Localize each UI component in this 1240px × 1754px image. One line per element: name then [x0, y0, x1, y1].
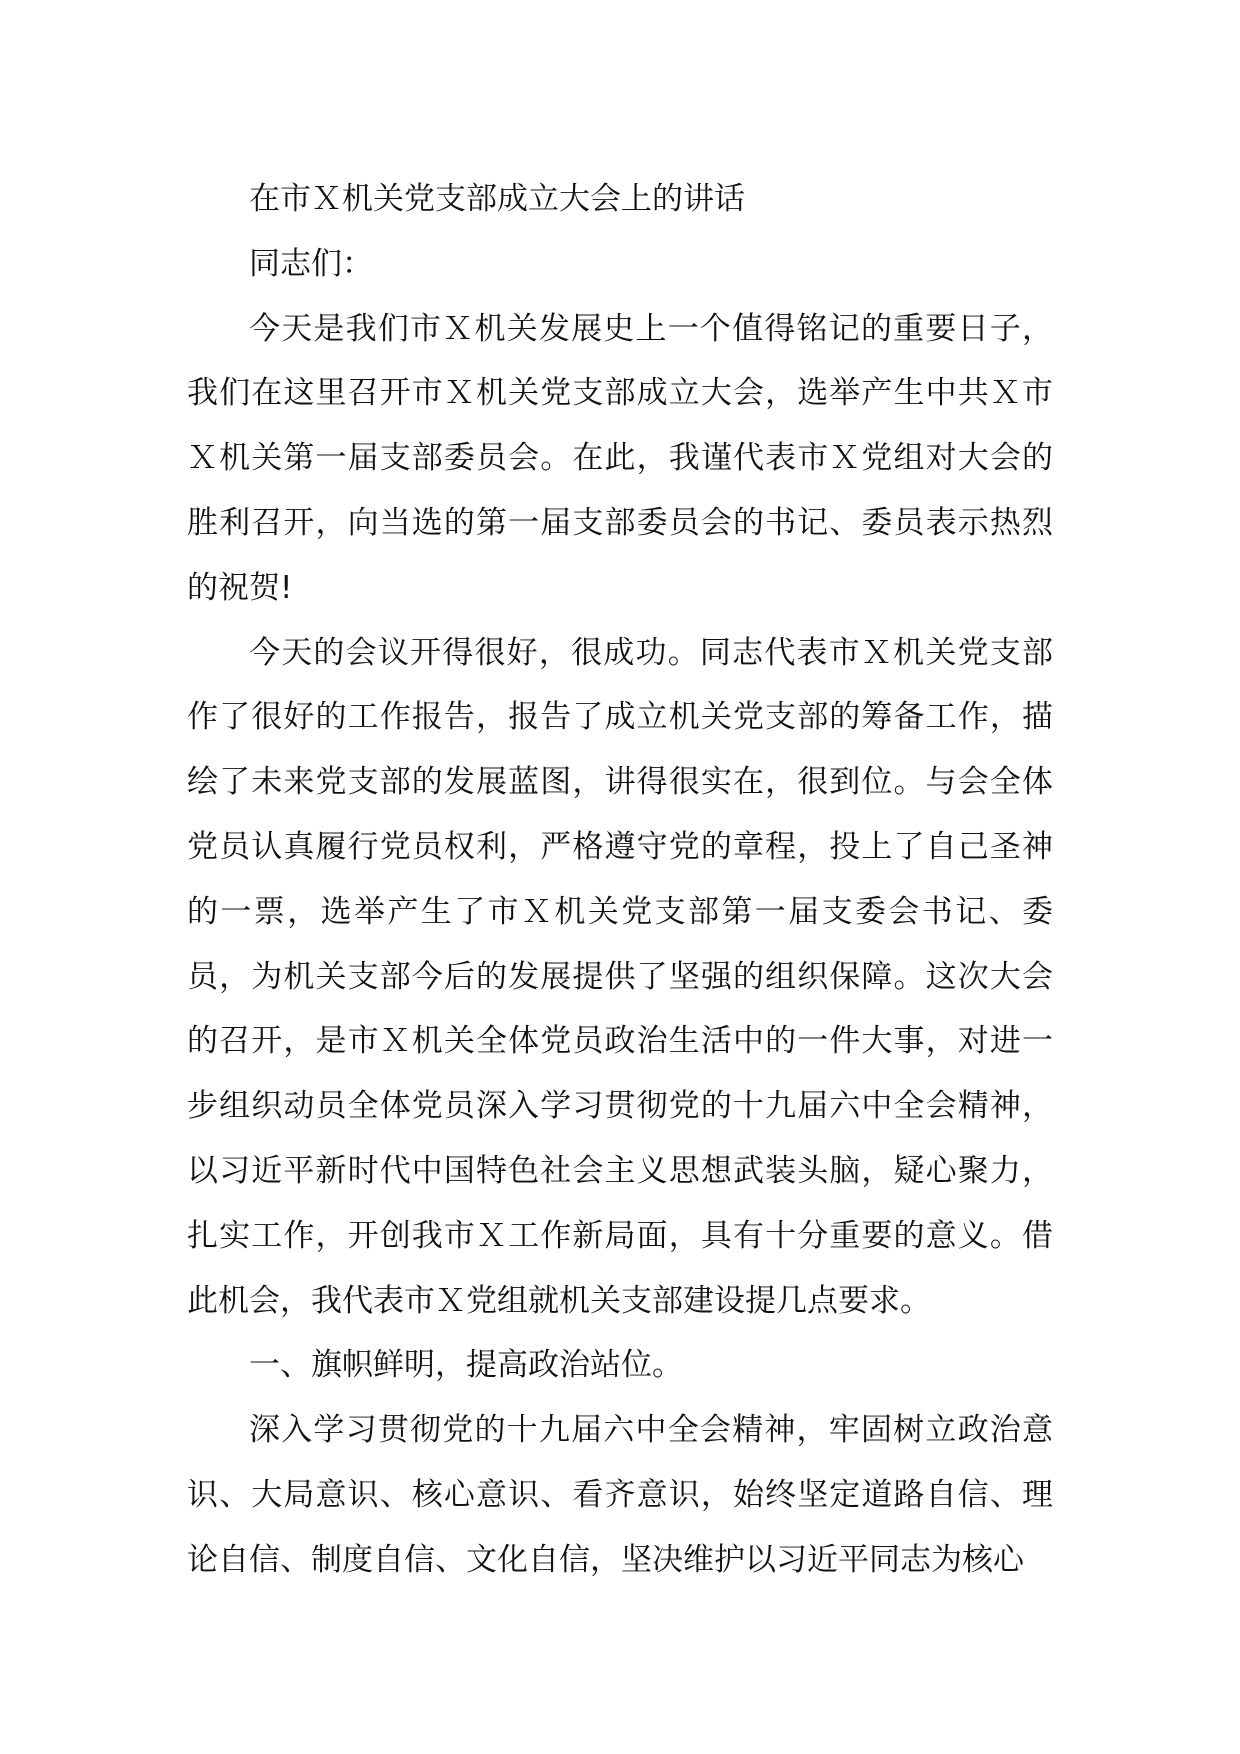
salutation: 同志们：: [249, 245, 373, 282]
section-heading: 一、旗帜鲜明，提高政治站位。: [249, 1347, 683, 1384]
document-body: [187, 167, 1053, 1593]
paragraph-section-one: 深入学习贯彻党的十九届六中全会精神，牢固树立政治意识、大局意识、核心意识、看齐意识，始终坚定道路自信、理论自信、制度自信、文化自信，坚决维护以习近平同志为核心: [187, 1412, 1053, 1578]
paragraph-opening: 今天是我们市Ｘ机关发展史上一个值得铭记的重要日子，我们在这里召开市Ｘ机关党支部成立大会，选举产生中共Ｘ市Ｘ机关第一届支部委员会。在此，我谨代表市Ｘ党组对大会的胜利召开，向当选的第一届支部委员会的书记、委员表示热烈的祝贺!: [187, 310, 1053, 606]
paragraph-meeting-review: 今天的会议开得很好，很成功。同志代表市Ｘ机关党支部作了很好的工作报告，报告了成立机关党支部的筹备工作，描绘了未来党支部的发展蓝图，讲得很实在，很到位。与会全体党员认真履行党员权利，严格遵守党的章程，投上了自己圣神的一票，选举产生了市Ｘ机关党支部第一届支委会书记、委员，为机关支部今后的发展提供了坚强的组织保障。这次大会的召开，是市Ｘ机关全体党员政治生活中的一件大事，对进一步组织动员全体党员深入学习贯彻党的十九届六中全会精神，以习近平新时代中国特色社会主义思想武装头脑，疑心聚力，扎实工作，开创我市Ｘ工作新局面，具有十分重要的意义。借此机会，我代表市Ｘ党组就机关支部建设提几点要求。: [187, 634, 1053, 1319]
speech-title: 在市Ｘ机关党支部成立大会上的讲话: [249, 181, 745, 217]
